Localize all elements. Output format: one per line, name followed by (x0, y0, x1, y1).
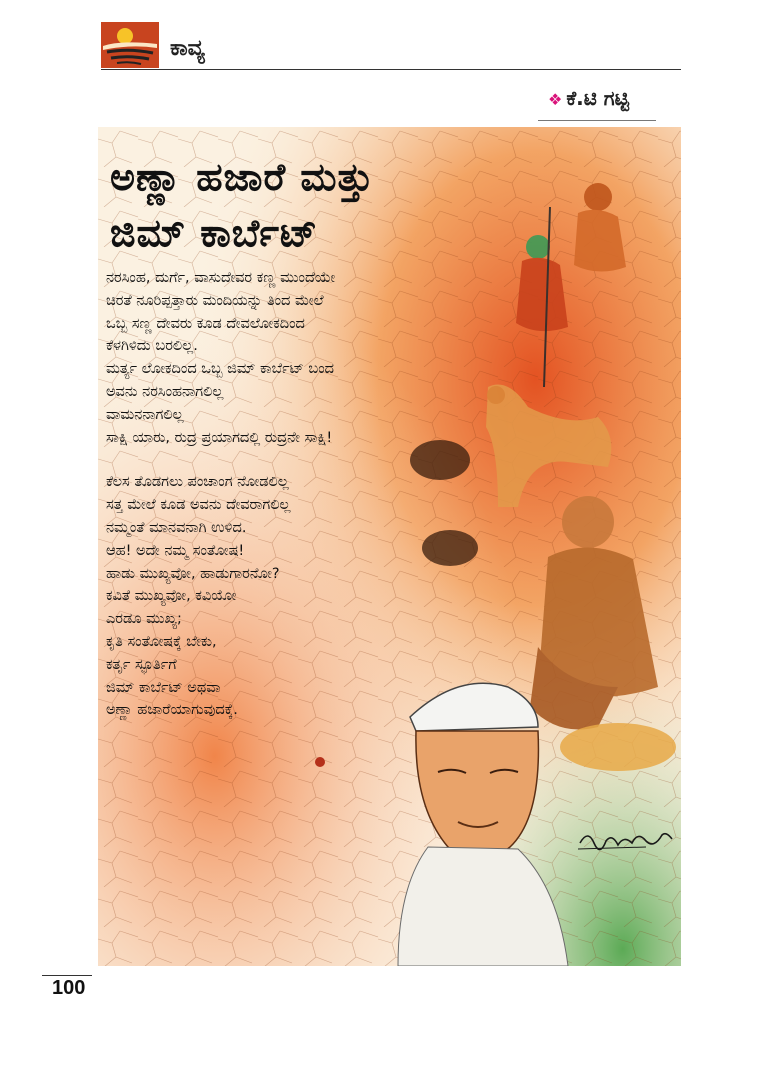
footer-divider (42, 975, 92, 976)
header-divider (101, 69, 681, 70)
poem-line: ಸತ್ತ ಮೇಲೆ ಕೂಡ ಅವನು ದೇವರಾಗಲಿಲ್ಲ (106, 497, 291, 514)
poem-line: ಸಾಕ್ಷಿ ಯಾರು, ರುದ್ರ ಪ್ರಯಾಗದಲ್ಲಿ ರುದ್ರನೇ ಸಾಕ್ಷಿ! (106, 429, 333, 446)
author-byline (548, 86, 629, 110)
author-divider (538, 120, 656, 121)
diamond-bullet-icon: ❖ (548, 90, 563, 109)
poem-line: ನರಸಿಂಹ, ದುರ್ಗೆ, ವಾಸುದೇವರ ಕಣ್ಣ ಮುಂದೆಯೇ (106, 270, 336, 286)
poem-line: ವಾಮನನಾಗಲಿಲ್ಲ (106, 406, 184, 423)
poem-line: ಅಣ್ಣಾ ಹಜಾರೆಯಾಗುವುದಕ್ಕೆ. (106, 702, 238, 719)
poem-line: ಹಾಡು ಮುಖ್ಯವೋ, ಹಾಡುಗಾರನೋ? (106, 565, 280, 582)
poem-stanza (106, 471, 446, 722)
poem-panel (98, 127, 681, 966)
artist-signature (576, 823, 676, 859)
poem-line: ಜಿಮ್ ಕಾರ್ಬೆಟ್ ಅಥವಾ (106, 679, 221, 696)
poem-line: ಕವಿತೆ ಮುಖ್ಯವೋ, ಕವಿಯೋ (106, 588, 237, 605)
poem-line: ಚಿರತೆ ನೂರಿಪ್ಪತ್ತಾರು ಮಂದಿಯನ್ನು ತಿಂದ ಮೇಲೆ (106, 292, 324, 309)
poem-line: ಎರಡೂ ಮುಖ್ಯ; (106, 611, 182, 628)
sun-over-water-logo-icon (101, 22, 159, 68)
author-name: ಕೆ.ಟಿ ಗಟ್ಟಿ (566, 86, 630, 110)
page-number: 100 (52, 977, 86, 999)
poem-line: ಒಬ್ಬ ಸಣ್ಣ ದೇವರು ಕೂಡ ದೇವಲೋಕದಿಂದ (106, 315, 305, 332)
poem-line: ಕೆಳಗಿಳಿದು ಬರಲಿಲ್ಲ. (106, 338, 198, 355)
magazine-logo (101, 22, 159, 68)
poem-title-line: ಅಣ್ಣಾ ಹಜಾರೆ ಮತ್ತು (110, 155, 374, 199)
poem-line: ನಮ್ಮಂತೆ ಮಾನವನಾಗಿ ಉಳಿದ. (106, 519, 247, 536)
poem-line: ಆಹ! ಅದೇ ನಮ್ಮ ಸಂತೋಷ! (106, 542, 245, 559)
poem-line: ಕೃತಿ ಸಂತೋಷಕ್ಕೆ ಬೇಕು, (106, 633, 217, 650)
poem-line: ಅವನು ನರಸಿಂಹನಾಗಲಿಲ್ಲ (106, 383, 224, 400)
section-label: ಕಾವ್ಯ (170, 36, 205, 61)
poem-line: ಕರ್ತೃ ಸ್ಫೂರ್ತಿಗೆ (106, 656, 177, 673)
poem-body (106, 267, 446, 744)
poem-title-line: ಜಿಮ್ ಕಾರ್ಬೆಟ್ (110, 211, 319, 255)
poem-line: ಕೆಲಸ ತೊಡಗಲು ಪಂಚಾಂಗ ನೋಡಲಿಲ್ಲ (106, 474, 289, 491)
poem-title (110, 149, 374, 261)
poem-stanza (106, 267, 446, 449)
poem-line: ಮರ್ತ್ಯ ಲೋಕದಿಂದ ಒಬ್ಬ ಜಿಮ್ ಕಾರ್ಬೆಟ್ ಬಂದ (106, 361, 335, 378)
